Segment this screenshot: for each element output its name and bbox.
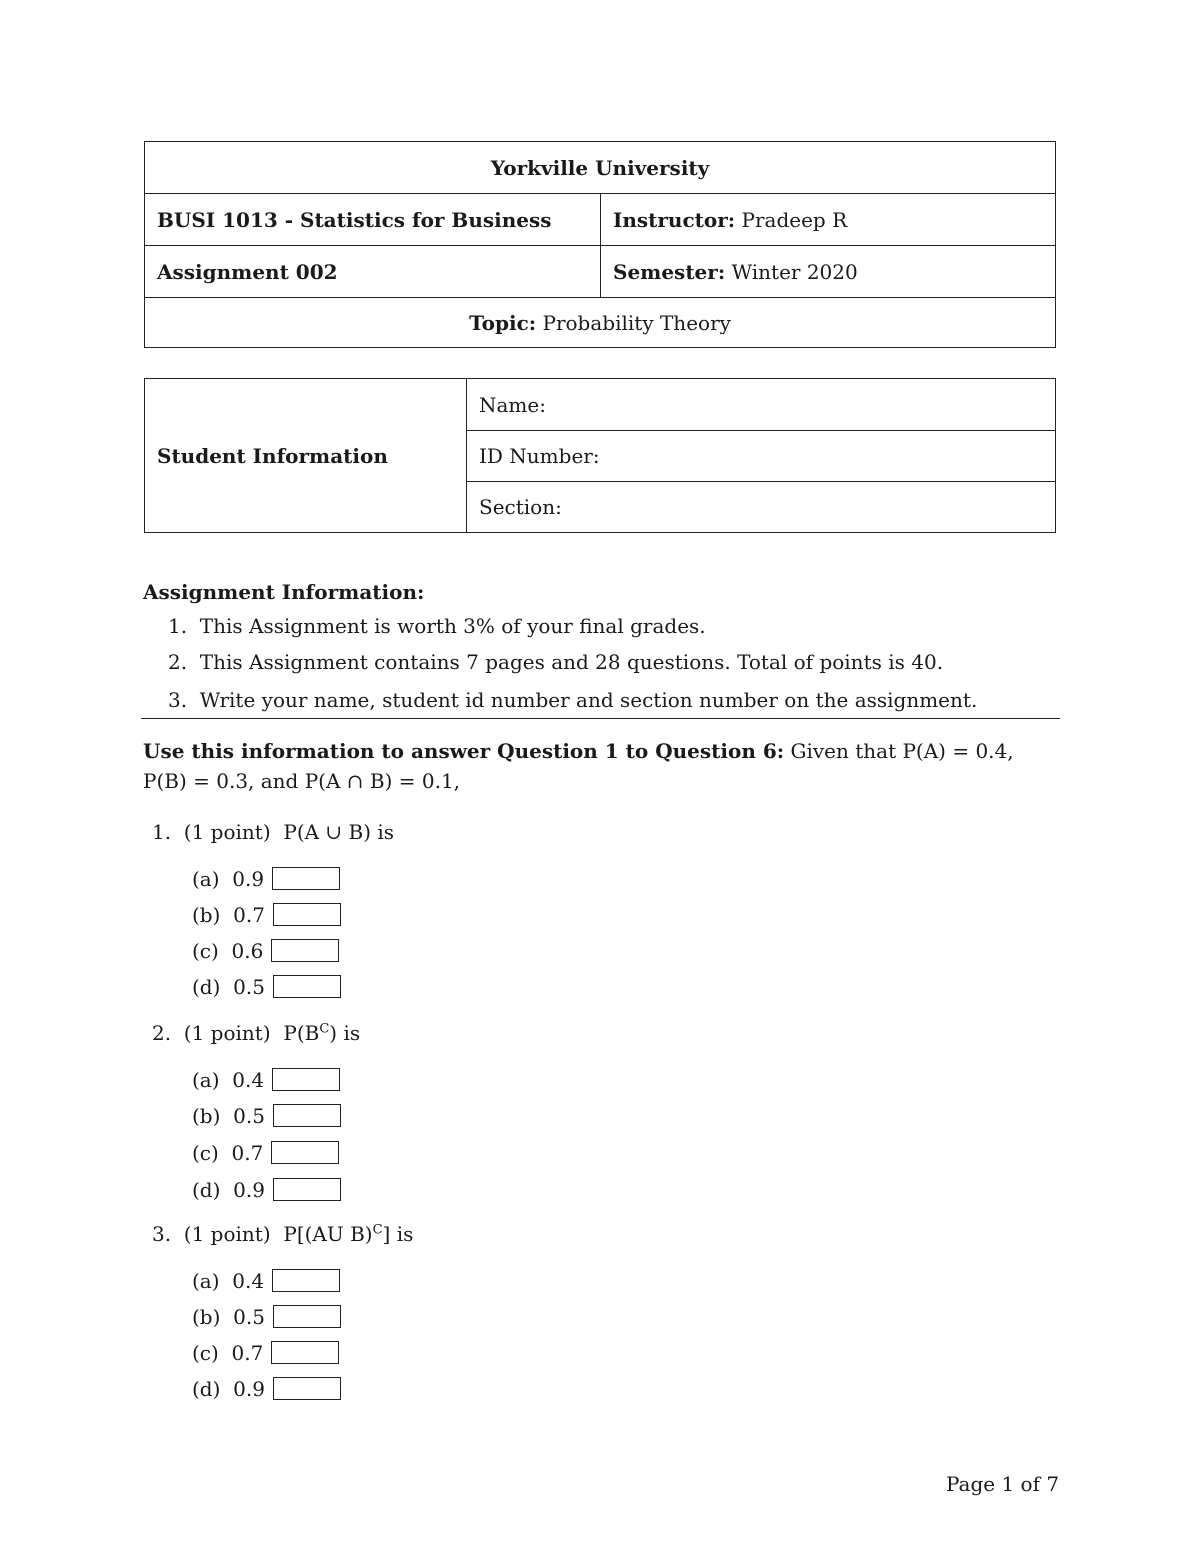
- answer-box[interactable]: [272, 867, 340, 890]
- header-row-course: [145, 194, 1055, 246]
- id-number-label: ID Number:: [479, 444, 600, 468]
- info-item: 1. This Assignment is worth 3% of your final grades.: [168, 614, 706, 638]
- answer-box[interactable]: [273, 1178, 341, 1201]
- section-field[interactable]: [467, 482, 1055, 532]
- intro-given: Given that P(A) = 0.4,: [790, 739, 1014, 763]
- instructor: Instructor: Pradeep R: [613, 207, 848, 232]
- header-row-university: [145, 142, 1055, 194]
- intro-line-1: [143, 739, 1014, 763]
- topic-value: Probability Theory: [542, 310, 731, 335]
- q2-option-d: (d) 0.9: [192, 1178, 341, 1203]
- university-name: Yorkville University: [490, 155, 710, 180]
- answer-box[interactable]: [272, 1269, 340, 1292]
- assignment-info-heading: Assignment Information:: [143, 580, 425, 604]
- intro-bold: Use this information to answer Question 1 to Question 6:: [143, 739, 785, 763]
- intro-line-2: P(B) = 0.3, and P(A ∩ B) = 0.1,: [143, 769, 461, 793]
- page-number: Page 1 of 7: [946, 1472, 1060, 1496]
- q2-option-a: (a) 0.4: [192, 1068, 340, 1093]
- answer-box[interactable]: [271, 1141, 339, 1164]
- student-info-label: Student Information: [145, 379, 467, 532]
- section-label: Section:: [479, 495, 562, 519]
- semester: Semester: Winter 2020: [613, 259, 858, 284]
- answer-box[interactable]: [273, 975, 341, 998]
- question-3-stem: 3. (1 point) P[(AU B)$^C$] is: [152, 1222, 414, 1246]
- info-item: 3. Write your name, student id number and section number on the assignment.: [168, 688, 978, 712]
- answer-box[interactable]: [273, 1305, 341, 1328]
- answer-box[interactable]: [273, 1104, 341, 1127]
- header-row-topic: [145, 298, 1055, 347]
- semester-value: Winter 2020: [731, 259, 858, 284]
- q1-option-c: (c) 0.6: [192, 939, 339, 964]
- id-number-field[interactable]: [467, 431, 1055, 482]
- q2-option-b: (b) 0.5: [192, 1104, 341, 1129]
- answer-box[interactable]: [273, 903, 341, 926]
- q3-option-d: (d) 0.9: [192, 1377, 341, 1402]
- student-info-table: [144, 378, 1056, 533]
- answer-box[interactable]: [271, 1341, 339, 1364]
- answer-box[interactable]: [271, 939, 339, 962]
- section-divider: [141, 718, 1060, 719]
- question-2-stem: 2. (1 point) $P(B^C)$ is: [152, 1021, 361, 1045]
- q1-option-b: (b) 0.7: [192, 903, 341, 928]
- q3-option-c: (c) 0.7: [192, 1341, 339, 1366]
- assignment-title: Assignment 002: [145, 246, 601, 297]
- info-item: 2. This Assignment contains 7 pages and 28 questions. Total of points is 40.: [168, 650, 944, 674]
- answer-box[interactable]: [273, 1377, 341, 1400]
- topic: Topic: Probability Theory: [469, 310, 731, 335]
- q3-option-a: (a) 0.4: [192, 1269, 340, 1294]
- name-field[interactable]: [467, 379, 1055, 431]
- q3-option-b: (b) 0.5: [192, 1305, 341, 1330]
- course-title: BUSI 1013 - Statistics for Business: [145, 194, 601, 245]
- instructor-value: Pradeep R: [741, 207, 848, 232]
- header-row-assignment: [145, 246, 1055, 298]
- q1-option-d: (d) 0.5: [192, 975, 341, 1000]
- question-1-stem: 1. (1 point) P(A ∪ B) is: [152, 820, 395, 844]
- course-header-table: [144, 141, 1056, 348]
- q1-option-a: (a) 0.9: [192, 867, 340, 892]
- name-label: Name:: [479, 392, 546, 417]
- q2-option-c: (c) 0.7: [192, 1141, 339, 1166]
- answer-box[interactable]: [272, 1068, 340, 1091]
